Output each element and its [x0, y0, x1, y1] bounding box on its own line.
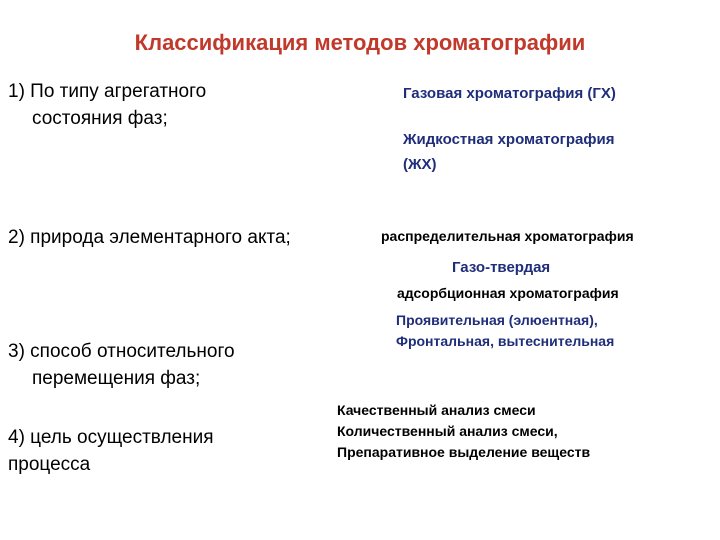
criterion-1-line-1: 1) По типу агрегатного [8, 81, 207, 102]
criterion-4-line-1: 4) цель осуществления [8, 427, 214, 448]
distribution-chromatography-text: распределительная хроматография [381, 228, 634, 244]
criterion-3 [8, 338, 235, 392]
criterion-4 [8, 424, 214, 478]
preparative-isolation-text: Препаративное выделение веществ [337, 444, 591, 460]
criterion-2 [8, 224, 291, 251]
adsorption-chromatography-text: адсорбционная хроматография [397, 285, 619, 301]
criterion-2-line-1: 2) природа элементарного акта; [8, 227, 291, 248]
liquid-chromatography-text: Жидкостная хроматография [403, 131, 615, 148]
qualitative-analysis-text: Качественный анализ смеси [337, 402, 536, 418]
gas-solid-text: Газо-твердая [452, 259, 551, 276]
slide-title: Классификация методов хроматографии [134, 30, 586, 55]
criterion-1-line-2: состояния фаз; [32, 108, 168, 129]
criterion-4-line-2: процесса [8, 454, 91, 475]
gas-chromatography-text: Газовая хроматография (ГХ) [403, 85, 616, 102]
criterion-3-line-1: 3) способ относительного [8, 341, 235, 362]
liquid-chromatography-abbr: (ЖХ) [403, 156, 437, 173]
criterion-1 [8, 78, 206, 132]
quantitative-analysis-text: Количественный анализ смеси, [337, 423, 558, 439]
elution-development-text: Проявительная (элюентная), [396, 312, 598, 328]
frontal-displacement-text: Фронтальная, вытеснительная [396, 333, 615, 349]
criterion-3-line-2: перемещения фаз; [32, 368, 201, 389]
